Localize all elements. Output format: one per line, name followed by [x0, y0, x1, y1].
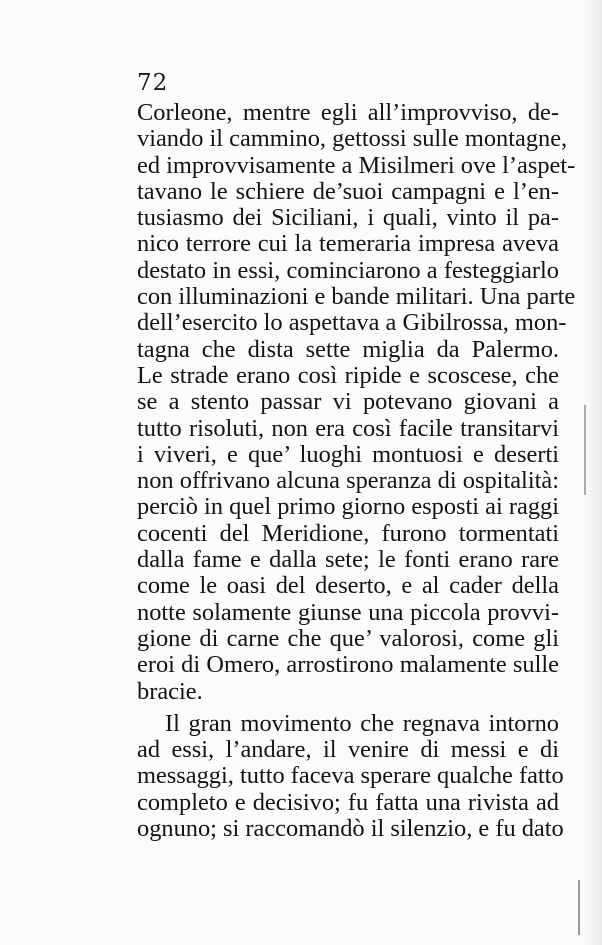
text-line: gione di carne che que’ valorosi, come gli — [137, 624, 559, 652]
page-edge-shadow — [584, 0, 602, 945]
text-line: tavano le schiere de’suoi campagni e l’en- — [137, 177, 559, 205]
text-line: dalla fame e dalla sete; le fonti erano rare — [137, 546, 559, 574]
text-line: tusiasmo dei Siciliani, i quali, vinto il pa- — [137, 204, 559, 232]
text-line: eroi di Omero, arrostirono malamente sulle — [137, 651, 559, 679]
body-text — [137, 99, 576, 843]
text-line: Le strade erano così ripide e scoscese, che — [137, 361, 559, 389]
text-line: con illuminazioni e bande militari. Una parte — [137, 283, 576, 311]
text-line: notte solamente giunse una piccola provvi- — [137, 598, 559, 626]
text-line: completo e decisivo; fu fatta una rivista ad — [137, 788, 559, 816]
text-line: ad essi, l’andare, il venire di messi e di — [137, 736, 559, 764]
text-line: cocenti del Meridione, furono tormentati — [137, 519, 559, 547]
page-edge-mark — [578, 880, 580, 935]
text-line: se a stento passar vi potevano giovani a — [137, 388, 559, 416]
text-line: i viveri, e que’ luoghi montuosi e deserti — [137, 440, 559, 468]
text-line: tagna che dista sette miglia da Palermo. — [137, 335, 559, 363]
text-line: non offrivano alcuna speranza di ospitalità: — [137, 467, 559, 495]
text-line: messaggi, tutto faceva sperare qualche fatto — [137, 762, 564, 790]
text-line: ed improvvisamente a Misilmeri ove l’aspet- — [137, 151, 576, 179]
text-line: ognuno; si raccomandò il silenzio, e fu dato — [137, 815, 564, 843]
text-line: perciò in quel primo giorno esposti ai raggi — [137, 493, 560, 521]
text-line: dell’esercito lo aspettava a Gibilrossa, mon- — [137, 309, 567, 337]
text-line: come le oasi del deserto, e al cader della — [137, 572, 559, 600]
text-line: Corleone, mentre egli all’improvviso, de- — [137, 99, 559, 126]
text-line: bracie. — [137, 677, 203, 705]
text-line: Il gran movimento che regnava intorno — [165, 709, 559, 737]
text-line: destato in essi, cominciarono a festeggiarlo — [137, 256, 559, 284]
page-edge-mark — [584, 405, 586, 495]
text-line: tutto risoluti, non era così facile transitarvi — [137, 414, 559, 442]
page-number: 72 — [137, 70, 169, 96]
text-line: nico terrore cui la temeraria impresa aveva — [137, 230, 559, 258]
text-line: viando il cammino, gettossi sulle montagne, — [137, 125, 568, 153]
